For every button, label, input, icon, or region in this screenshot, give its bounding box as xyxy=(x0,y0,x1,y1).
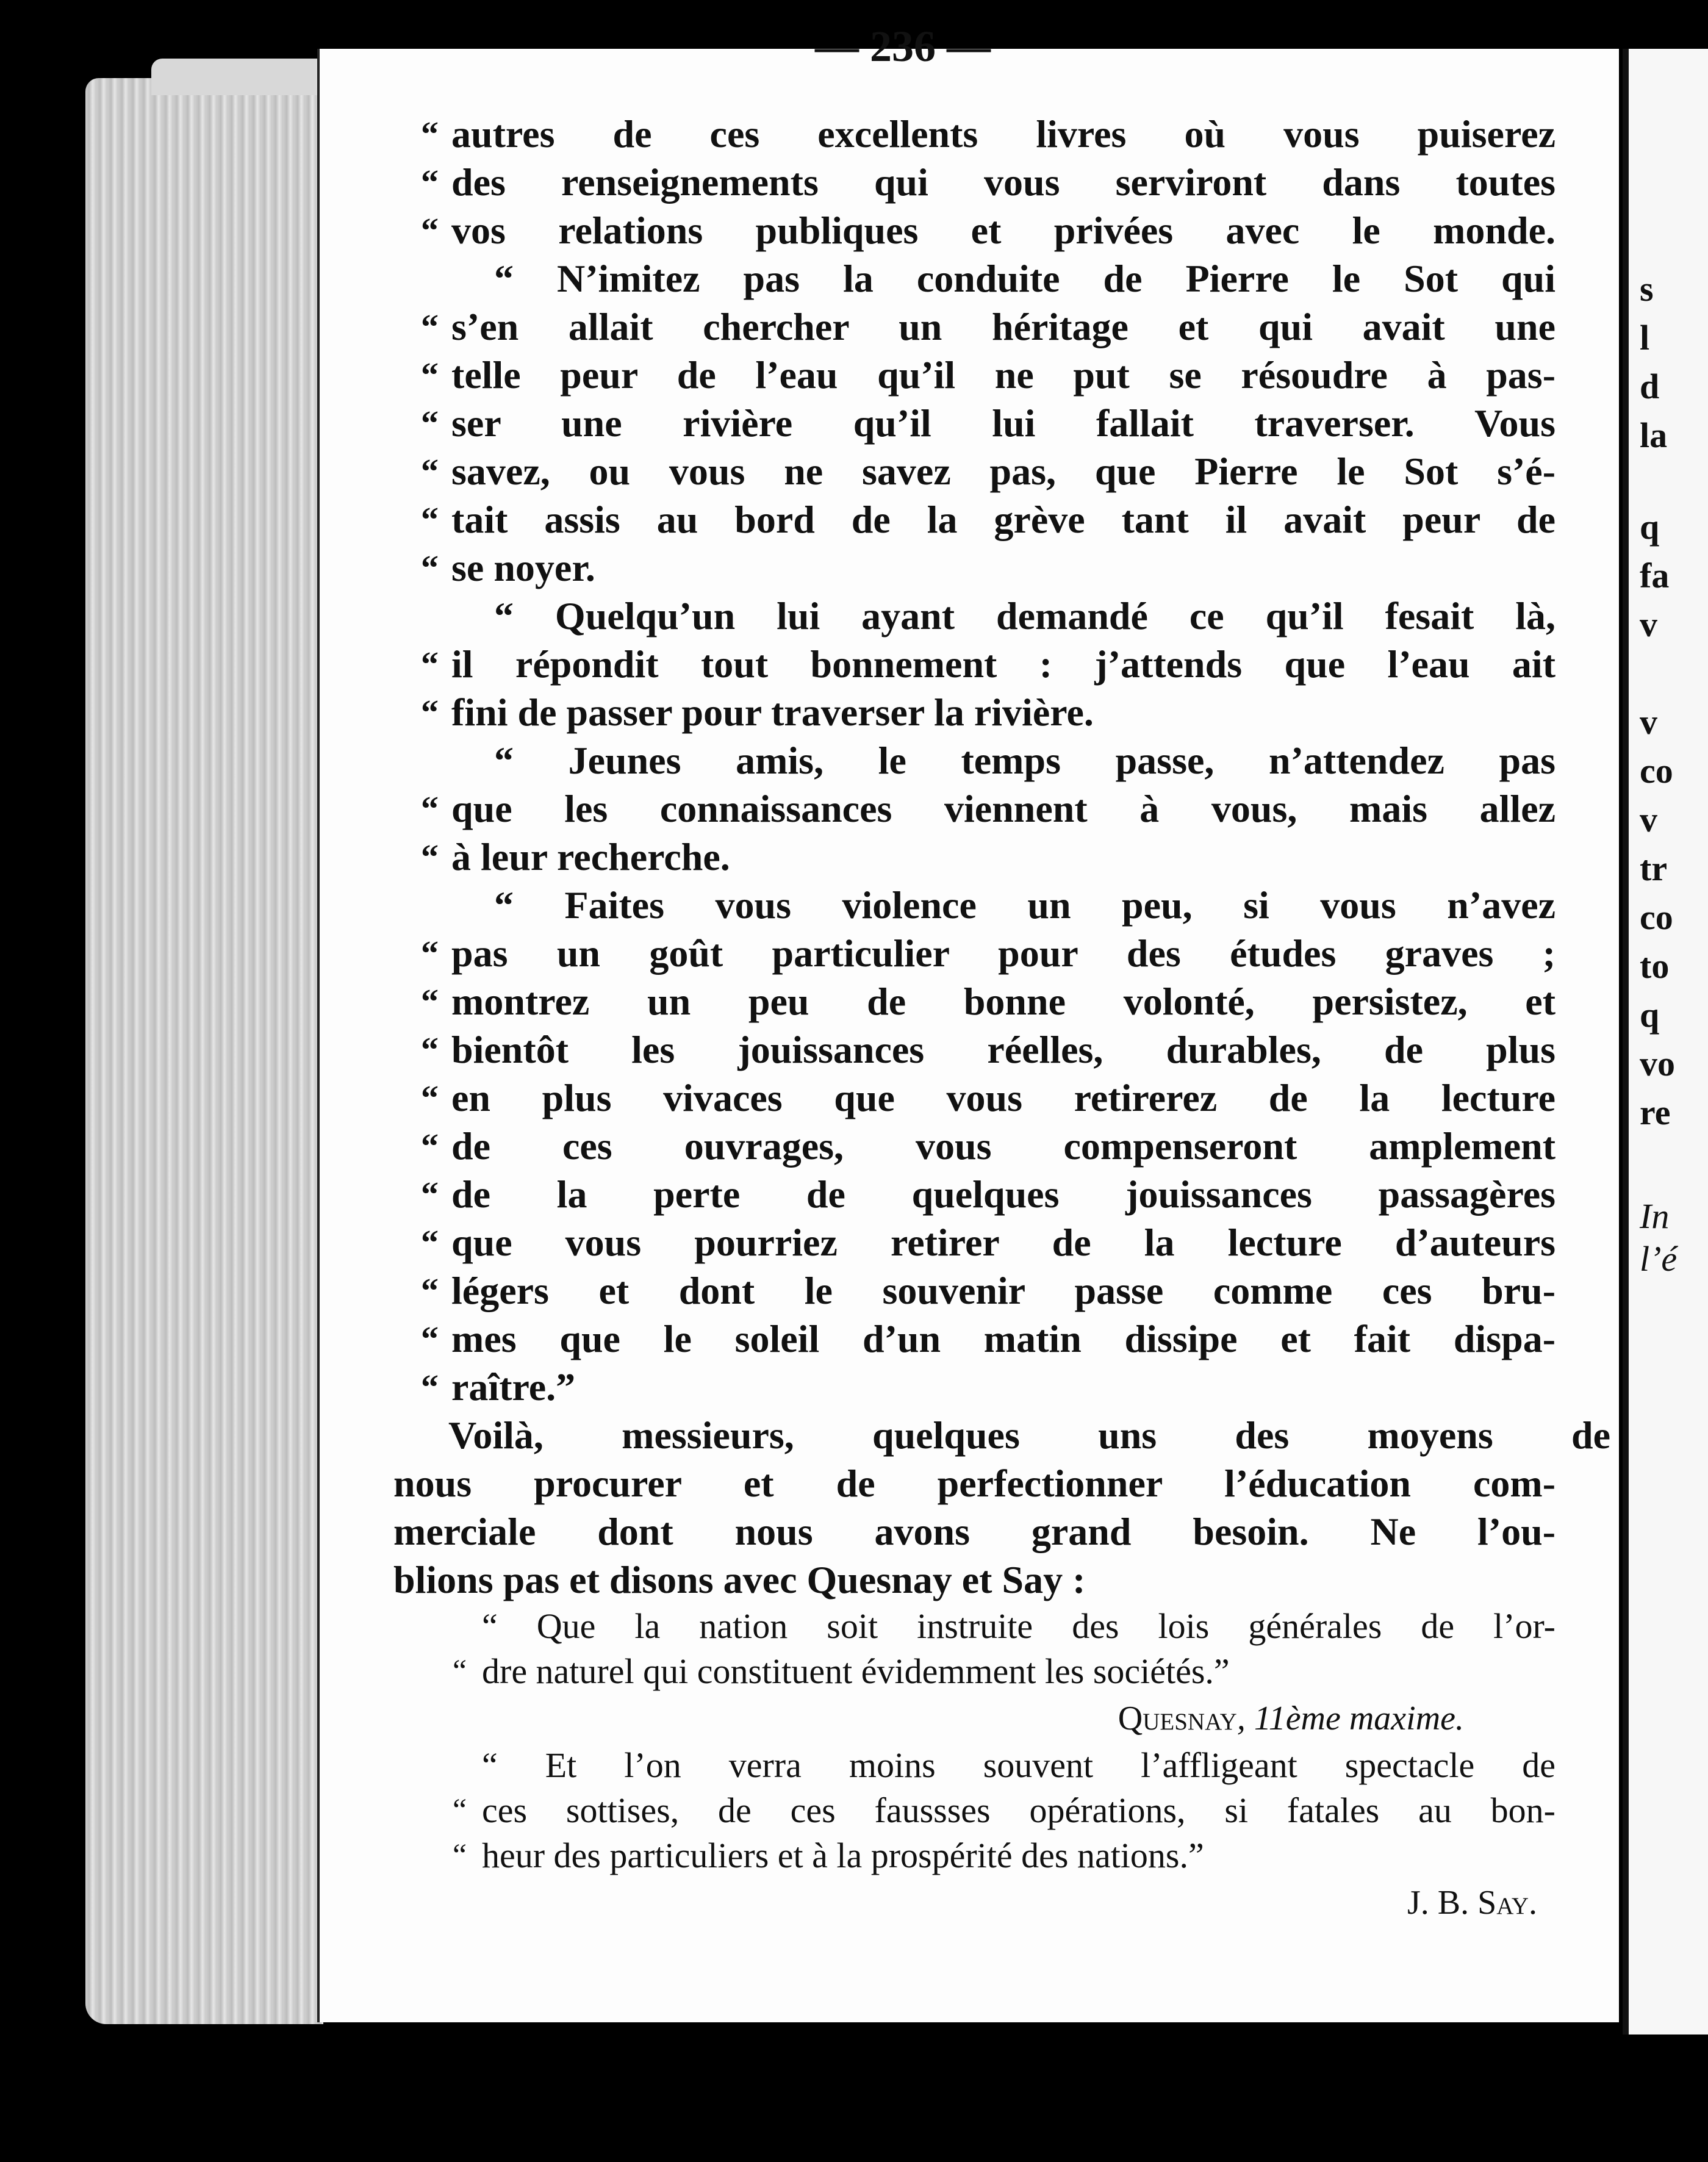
quote-mark: “ xyxy=(453,1793,467,1828)
author-name: Quesnay xyxy=(1118,1700,1237,1737)
line-text: “ Jeunes amis, le temps passe, n’attendez pas xyxy=(494,739,1556,782)
line-text: bientôt les jouissances réelles, durables, de plus xyxy=(451,1028,1556,1071)
facing-page-fragment: fa xyxy=(1640,556,1670,595)
facing-page-fragment: co xyxy=(1640,897,1673,937)
paragraph-line: merciale dont nous avons grand besoin. Ne l’ou- xyxy=(393,1510,1556,1553)
quote-mark: “ xyxy=(453,1654,467,1689)
attribution-detail: , 11ème maxime. xyxy=(1236,1700,1464,1737)
line-text: “ Que la nation soit instruite des lois générales de l’or- xyxy=(482,1606,1556,1646)
quote-mark: “ xyxy=(421,644,439,684)
line-text: ces sottises, de ces faussses opérations, si fatales au bon- xyxy=(482,1790,1556,1830)
quote-mark: “ xyxy=(421,1223,439,1262)
attribution-quesnay xyxy=(451,1694,1556,1743)
facing-page-fragment: vo xyxy=(1640,1044,1675,1083)
text-line xyxy=(451,881,1556,929)
line-text: que vous pourriez retirer de la lecture d’auteurs xyxy=(451,1221,1556,1264)
line-text: de ces ouvrages, vous compenseront amplement xyxy=(451,1124,1556,1168)
facing-page-fragment: d xyxy=(1640,367,1660,406)
facing-page-fragment: v xyxy=(1640,605,1657,644)
facing-page-fragment: re xyxy=(1640,1093,1671,1132)
facing-page-fragment: l xyxy=(1640,318,1650,357)
line-text: dre naturel qui constituent évidemment les sociétés.” xyxy=(482,1651,1230,1691)
line-text: “ Et l’on verra moins souvent l’affligeant spectacle de xyxy=(482,1745,1556,1785)
line-text: heur des particuliers et à la prospérité des nations.” xyxy=(482,1836,1204,1875)
text-line xyxy=(421,1170,1556,1218)
attribution-say: J. B. Say. xyxy=(1407,1884,1537,1922)
facing-page-fragment: la xyxy=(1640,415,1668,455)
quote-mark: “ xyxy=(421,1367,439,1407)
quote-mark: “ xyxy=(421,162,439,202)
text-line xyxy=(421,833,1556,881)
quote-mark: “ xyxy=(421,1126,439,1166)
facing-page xyxy=(1623,49,1708,2035)
line-text: à leur recherche. xyxy=(451,835,730,878)
text-line xyxy=(421,1363,1556,1411)
quote-mark: “ xyxy=(421,307,439,347)
facing-page-fragment: to xyxy=(1640,946,1670,986)
quote-mark: “ xyxy=(421,1271,439,1310)
text-line xyxy=(421,1074,1556,1122)
text-line xyxy=(421,351,1556,399)
facing-page-fragment: v xyxy=(1640,702,1657,742)
line-text: “ Faites vous violence un peu, si vous n’avez xyxy=(494,883,1556,927)
quote-mark: “ xyxy=(421,789,439,828)
facing-page-fragment: v xyxy=(1640,800,1657,839)
text-line xyxy=(421,399,1556,447)
text-line xyxy=(421,1122,1556,1170)
quote-mark: “ xyxy=(421,837,439,877)
text-line xyxy=(421,206,1556,254)
facing-page-fragment: s xyxy=(1640,269,1654,309)
quote-mark: “ xyxy=(421,933,439,973)
line-text: des renseignements qui vous serviront dans toutes xyxy=(451,160,1556,204)
facing-page-fragment: q xyxy=(1640,507,1660,547)
line-text: pas un goût particulier pour des études graves ; xyxy=(451,932,1556,975)
quote-mark: “ xyxy=(421,1174,439,1214)
facing-page-fragment: tr xyxy=(1640,849,1668,888)
text-line xyxy=(421,785,1556,833)
quote-line xyxy=(453,1788,1556,1833)
line-text: de la perte de quelques jouissances passagères xyxy=(451,1173,1556,1216)
line-text: que les connaissances viennent à vous, mais allez xyxy=(451,787,1556,830)
paragraph-line: blions pas et disons avec Quesnay et Say : xyxy=(393,1558,1086,1601)
line-text: s’en allait chercher un héritage et qui avait une xyxy=(451,305,1556,348)
line-text: raître.” xyxy=(451,1365,576,1409)
line-text: autres de ces excellents livres où vous puiserez xyxy=(451,112,1556,156)
paragraph-line: Voilà, messieurs, quelques uns des moyens de xyxy=(448,1413,1610,1457)
quote-mark: “ xyxy=(421,210,439,250)
facing-page-fragment: co xyxy=(1640,751,1673,791)
line-text: il répondit tout bonnement : j’attends que l’eau ait xyxy=(451,642,1556,686)
page-text xyxy=(393,110,1610,1927)
facing-page-fragment: In xyxy=(1640,1196,1670,1236)
quote-mark: “ xyxy=(421,1078,439,1118)
line-text: se noyer. xyxy=(451,546,595,589)
quote-mark: “ xyxy=(453,1838,467,1873)
text-line xyxy=(421,1266,1556,1315)
line-text: tait assis au bord de la grève tant il avait peur de xyxy=(451,498,1556,541)
text-line xyxy=(421,110,1556,158)
line-text: telle peur de l’eau qu’il ne put se résoudre à pas- xyxy=(451,353,1556,397)
book-page-edges xyxy=(85,78,323,2024)
quote-line xyxy=(482,1743,1556,1788)
quote-mark: “ xyxy=(421,403,439,443)
book-page-edges-top xyxy=(151,59,334,95)
paragraph-line: nous procurer et de perfectionner l’éducation com- xyxy=(393,1462,1556,1505)
quote-mark: “ xyxy=(421,451,439,491)
line-text: légers et dont le souvenir passe comme ces bru- xyxy=(451,1269,1556,1312)
text-line xyxy=(421,688,1556,736)
line-text: vos relations publiques et privées avec le monde. xyxy=(451,209,1556,252)
line-text: mes que le soleil d’un matin dissipe et fait dispa- xyxy=(451,1317,1556,1360)
line-text: “ N’imitez pas la conduite de Pierre le Sot qui xyxy=(494,257,1556,300)
text-line xyxy=(421,929,1556,977)
text-line xyxy=(451,736,1556,785)
line-text: savez, ou vous ne savez pas, que Pierre le Sot s’é- xyxy=(451,450,1556,493)
line-text: en plus vivaces que vous retirerez de la lecture xyxy=(451,1076,1556,1119)
text-line xyxy=(421,977,1556,1025)
line-text: ser une rivière qu’il lui fallait traverser. Vous xyxy=(451,401,1556,445)
text-line xyxy=(451,592,1556,640)
quote-mark: “ xyxy=(421,1319,439,1359)
quote-mark: “ xyxy=(421,982,439,1021)
line-text: fini de passer pour traverser la rivière. xyxy=(451,691,1094,734)
page-number: — 236 — xyxy=(815,22,991,71)
quote-mark: “ xyxy=(421,548,439,587)
text-line xyxy=(421,544,1556,592)
facing-page-fragment: l’é xyxy=(1640,1239,1678,1279)
quote-line xyxy=(482,1604,1556,1649)
text-line xyxy=(421,447,1556,495)
text-line xyxy=(421,1218,1556,1266)
line-text: “ Quelqu’un lui ayant demandé ce qu’il fesait là, xyxy=(494,594,1556,637)
quote-mark: “ xyxy=(421,114,439,154)
text-line xyxy=(421,495,1556,544)
quote-mark: “ xyxy=(421,500,439,539)
facing-page-fragment: q xyxy=(1640,995,1660,1035)
quote-line xyxy=(453,1649,1556,1694)
text-line xyxy=(421,640,1556,688)
text-line xyxy=(421,1315,1556,1363)
text-line xyxy=(451,254,1556,303)
text-line xyxy=(421,303,1556,351)
quote-mark: “ xyxy=(421,1030,439,1069)
quote-mark: “ xyxy=(421,355,439,395)
quote-line xyxy=(453,1833,1556,1878)
text-line xyxy=(421,158,1556,206)
quote-mark: “ xyxy=(421,692,439,732)
text-line xyxy=(421,1025,1556,1074)
line-text: montrez un peu de bonne volonté, persistez, et xyxy=(451,980,1556,1023)
